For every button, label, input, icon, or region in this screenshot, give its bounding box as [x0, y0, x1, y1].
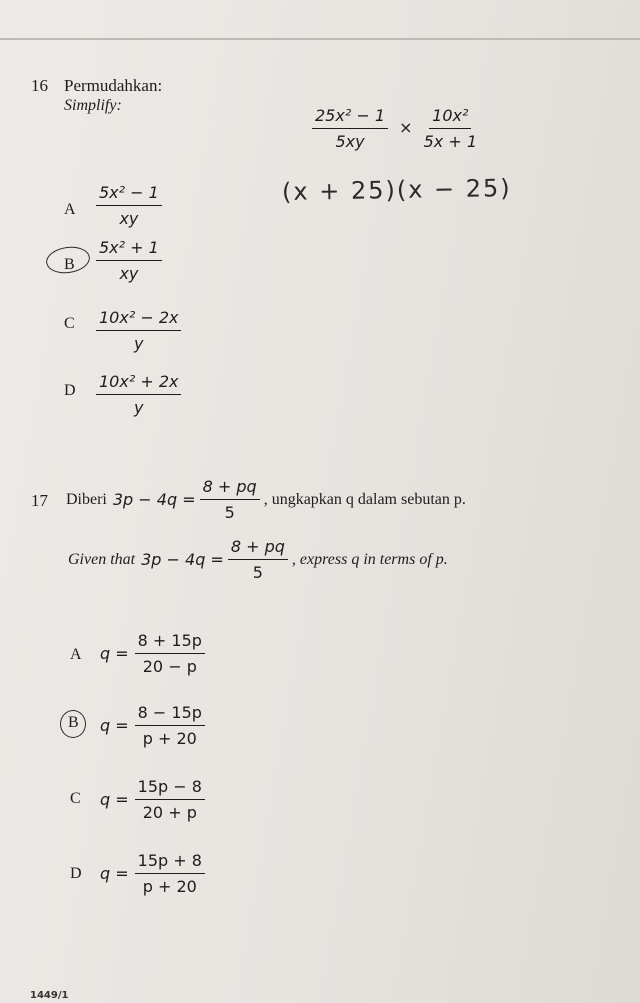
- handwritten-working: (x + 25)(x − 25): [281, 173, 512, 207]
- q17-prompt-english: Given that 3p − 4q = $\frac{8 + pq}{5}$ , express q in terms of p.: [68, 537, 448, 582]
- q16-fraction-2-numerator: 10x²: [429, 106, 471, 129]
- q16-fraction-1-numerator: 25x² − 1: [312, 106, 388, 129]
- q16-option-d-letter[interactable]: D: [64, 382, 76, 399]
- q17-option-b[interactable]: q = $\frac{8 - 15p}{p + 20}$: [100, 703, 205, 748]
- q17-prompt-malay: Diberi 3p − 4q = $\frac{8 + pq}{5}$ , ungkapkan q dalam sebutan p.: [66, 477, 466, 522]
- q16-option-d[interactable]: $\frac{\text{10x² + 2x}}{y}$: [96, 372, 181, 417]
- q17-option-a-letter[interactable]: A: [70, 646, 82, 663]
- q17-option-d-letter[interactable]: D: [70, 865, 82, 882]
- q16-option-b-letter[interactable]: B: [64, 256, 75, 273]
- q16-number: 16: [31, 76, 48, 95]
- paper-code: 1449/1: [30, 990, 69, 1001]
- q17-option-d[interactable]: q = $\frac{15p + 8}{p + 20}$: [100, 851, 205, 896]
- q16-fraction-2-denominator: 5x + 1: [423, 132, 477, 151]
- q17-number: 17: [31, 491, 48, 510]
- q16-option-a-letter[interactable]: A: [64, 201, 76, 218]
- times-sign: ×: [399, 118, 413, 137]
- q16-option-b[interactable]: $\frac{\text{5x² + 1}}{xy}$: [96, 238, 162, 283]
- q17-option-c-letter[interactable]: C: [70, 790, 81, 807]
- q16-prompt-malay: Permudahkan:: [64, 76, 163, 95]
- q16-prompt-english: Simplify:: [64, 97, 122, 114]
- q17-option-a[interactable]: q = $\frac{8 + 15p}{20 - p}$: [100, 631, 205, 676]
- q16-option-a[interactable]: $\frac{\text{5x² − 1}}{xy}$: [96, 183, 162, 228]
- header-rule: [0, 38, 640, 40]
- q17-option-c[interactable]: q = $\frac{15p - 8}{20 + p}$: [100, 777, 205, 822]
- q16-option-c-letter[interactable]: C: [64, 315, 75, 332]
- q16-expression: [312, 106, 477, 151]
- q16-fraction-1: [312, 106, 388, 151]
- q17-option-b-letter[interactable]: B: [68, 714, 79, 731]
- q16-fraction-2: [424, 106, 477, 151]
- q16-fraction-1-denominator: 5xy: [335, 132, 365, 151]
- q16-option-c[interactable]: $\frac{\text{10x² − 2x}}{y}$: [96, 308, 181, 353]
